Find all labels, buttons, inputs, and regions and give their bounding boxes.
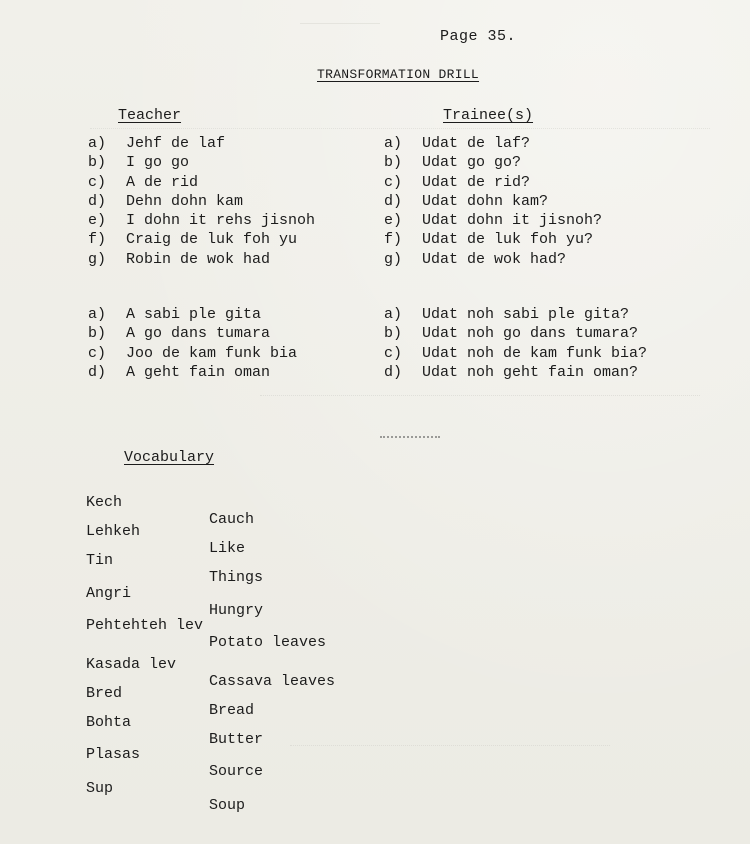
drill-item	[384, 324, 647, 343]
drill-item	[88, 211, 315, 230]
item-text: Jehf de laf	[126, 135, 226, 152]
item-letter: d)	[88, 363, 107, 381]
item-letter: d)	[88, 192, 107, 210]
item-text: Udat de rid?	[422, 173, 531, 191]
item-text: Dehn dohn kam	[126, 192, 244, 210]
vocab-english: Butter	[209, 731, 264, 748]
bleed-through-mark	[90, 128, 710, 132]
vocab-kriol: Bred	[86, 685, 123, 702]
drill-item	[88, 363, 297, 382]
teacher-heading: Teacher	[118, 107, 182, 124]
vocab-kriol: Angri	[86, 585, 132, 602]
item-text: A sabi ple gita	[126, 306, 262, 323]
item-text: Udat dohn kam?	[422, 192, 549, 210]
drill-item	[384, 173, 602, 192]
item-letter: e)	[384, 212, 403, 230]
item-text: A go dans tumara	[126, 325, 271, 343]
drill-item	[88, 134, 315, 153]
vocab-english: Soup	[209, 797, 246, 814]
drill-item	[384, 153, 602, 172]
item-text: Craig de luk foh yu	[126, 231, 298, 249]
bleed-through-mark	[290, 745, 610, 748]
drill-item	[384, 192, 602, 211]
teacher-drill-list-2	[88, 305, 297, 382]
item-letter: a)	[384, 306, 403, 323]
item-letter: g)	[88, 250, 107, 268]
item-letter: d)	[384, 363, 403, 381]
item-text: Joo de kam funk bia	[126, 344, 298, 362]
drill-item	[88, 153, 315, 172]
trainee-heading: Trainee(s)	[443, 107, 534, 124]
bleed-through-mark	[300, 9, 380, 24]
drill-item	[88, 324, 297, 343]
page-number: Page 35.	[440, 28, 517, 45]
item-letter: c)	[88, 173, 107, 191]
item-text: Udat go go?	[422, 154, 522, 172]
item-letter: d)	[384, 192, 403, 210]
vocab-kriol: Plasas	[86, 746, 141, 763]
item-letter: b)	[384, 154, 403, 172]
vocabulary-heading: Vocabulary	[124, 449, 215, 466]
drill-title: TRANSFORMATION DRILL	[317, 67, 480, 82]
item-letter: f)	[88, 231, 107, 249]
drill-item	[88, 344, 297, 363]
item-letter: c)	[384, 173, 403, 191]
item-letter: a)	[88, 306, 107, 323]
item-text: Udat dohn it jisnoh?	[422, 212, 603, 230]
vocab-kriol: Kech	[86, 494, 123, 511]
drill-item	[88, 192, 315, 211]
item-letter: b)	[88, 154, 107, 172]
item-text: Udat noh de kam funk bia?	[422, 344, 648, 362]
item-text: A geht fain oman	[126, 363, 271, 381]
item-text: Udat noh go dans tumara?	[422, 325, 639, 343]
item-letter: g)	[384, 250, 403, 268]
item-text: I go go	[126, 154, 190, 172]
vocab-kriol: Kasada lev	[86, 656, 177, 673]
vocab-kriol: Pehtehteh lev	[86, 617, 204, 634]
teacher-drill-list-1	[88, 134, 315, 269]
item-text: Udat de wok had?	[422, 250, 567, 268]
item-letter: b)	[384, 325, 403, 343]
item-letter: a)	[384, 135, 403, 152]
vocab-kriol: Bohta	[86, 714, 132, 731]
item-text: Udat de luk foh yu?	[422, 231, 594, 249]
item-letter: c)	[384, 344, 403, 362]
vocab-english: Like	[209, 540, 246, 557]
drill-item	[384, 134, 602, 153]
drill-item	[384, 211, 602, 230]
vocab-english: Cassava leaves	[209, 673, 336, 690]
vocab-english: Hungry	[209, 602, 264, 619]
item-text: Udat de laf?	[422, 135, 531, 152]
item-letter: e)	[88, 212, 107, 230]
drill-item	[88, 305, 297, 324]
trainee-drill-list-2	[384, 305, 647, 382]
item-text: I dohn it rehs jisnoh	[126, 212, 316, 230]
trainee-drill-list-1	[384, 134, 602, 269]
item-text: Udat noh sabi ple gita?	[422, 306, 630, 323]
item-letter: b)	[88, 325, 107, 343]
drill-item	[384, 230, 602, 249]
vocab-english: Source	[209, 763, 264, 780]
item-letter: f)	[384, 231, 403, 249]
item-text: Robin de wok had	[126, 250, 271, 268]
bleed-through-mark	[260, 395, 700, 398]
vocab-kriol: Sup	[86, 780, 114, 797]
vocab-english: Potato leaves	[209, 634, 327, 651]
drill-item	[88, 250, 315, 269]
vocab-english: Cauch	[209, 511, 255, 528]
vocab-kriol: Tin	[86, 552, 114, 569]
drill-item	[88, 230, 315, 249]
item-letter: c)	[88, 344, 107, 362]
vocab-kriol: Lehkeh	[86, 523, 141, 540]
drill-item	[384, 363, 647, 382]
item-text: Udat noh geht fain oman?	[422, 363, 639, 381]
drill-item	[384, 344, 647, 363]
vocab-english: Bread	[209, 702, 255, 719]
drill-item	[384, 305, 647, 324]
item-text: A de rid	[126, 173, 199, 191]
vocab-english: Things	[209, 569, 264, 586]
drill-item	[88, 173, 315, 192]
drill-item	[384, 250, 602, 269]
stray-dots	[380, 436, 440, 440]
item-letter: a)	[88, 135, 107, 152]
